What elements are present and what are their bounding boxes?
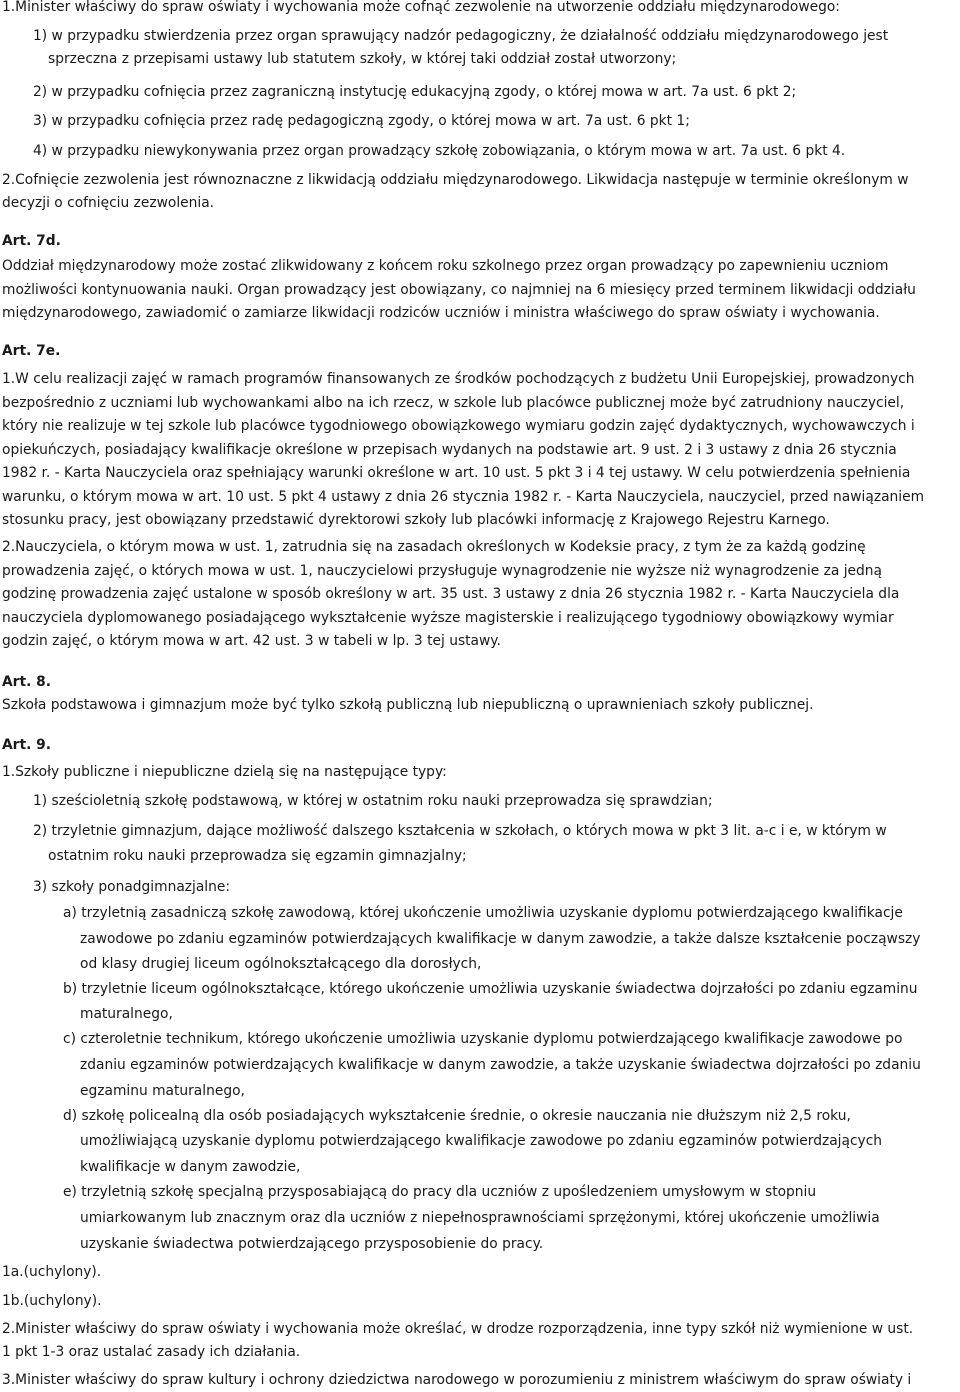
- list-item-line: 1) sześcioletnią szkołę podstawową, w której w ostatnim roku nauki przeprowadza się sprawdzian;: [33, 793, 713, 809]
- paragraph-line: który nie realizuje w tej szkole lub placówce tygodniowego obowiązkowego wymiaru godzin zajęć dydaktycznych, wychowawczych i: [2, 418, 915, 434]
- sub-item-line: umiarkowanym lub znacznym oraz dla uczniów z niepełnosprawnościami sprzężonymi, której ukończenie umożliwia: [80, 1210, 880, 1226]
- paragraph-line: międzynarodowego, zawiadomić o zamiarze likwidacji rodziców uczniów i ministra właściwego do spraw oświaty i wychowania.: [2, 305, 880, 321]
- paragraph-line: 2.Cofnięcie zezwolenia jest równoznaczne z likwidacją oddziału międzynarodowego. Likwidacja następuje w terminie określonym w: [2, 172, 909, 188]
- paragraph-line: 1.Szkoły publiczne i niepubliczne dzielą się na następujące typy:: [2, 764, 447, 780]
- paragraph-line: decyzji o cofnięciu zezwolenia.: [2, 195, 215, 211]
- paragraph-line: 2.Minister właściwy do spraw oświaty i wychowania może określać, w drodze rozporządzenia, inne typy szkół niż wymienione w ust.: [2, 1321, 914, 1337]
- paragraph-line: 1982 r. - Karta Nauczyciela oraz spełniający warunki określone w art. 10 ust. 5 pkt 3 i 4 tej ustawy. W celu potwierdzenia spełnienia: [2, 465, 911, 481]
- list-item-line: 3) w przypadku cofnięcia przez radę pedagogiczną zgody, o której mowa w art. 7a ust. 6 pkt 1;: [33, 113, 690, 129]
- paragraph-line: nauczyciela dyplomowanego posiadającego wykształcenie wyższe magisterskie i realizującego tygodniowy obowiązkowy wymiar: [2, 610, 894, 626]
- paragraph-line: 1.Minister właściwy do spraw oświaty i wychowania może cofnąć zezwolenie na utworzenie oddziału międzynarodowego:: [2, 0, 840, 15]
- sub-item-line: b) trzyletnie liceum ogólnokształcące, którego ukończenie umożliwia uzyskanie świadectwa dojrzałości po zdaniu egzaminu: [63, 981, 918, 997]
- paragraph-line: Szkoła podstawowa i gimnazjum może być tylko szkołą publiczną lub niepubliczną o uprawnieniach szkoły publicznej.: [2, 697, 814, 713]
- sub-item-line: e) trzyletnią szkołę specjalną przysposabiającą do pracy dla uczniów z upośledzeniem umysłowym w stopniu: [63, 1184, 817, 1200]
- paragraph-line: bezpośrednio z uczniami lub wychowankami albo na ich rzecz, w szkole lub placówce publicznej może być zatrudniony nauczyciel,: [2, 395, 905, 411]
- list-item-line: 2) trzyletnie gimnazjum, dające możliwość dalszego kształcenia w szkołach, o których mowa w pkt 3 lit. a-c i e, w którym w: [33, 823, 887, 839]
- article-heading: Art. 7d.: [2, 233, 61, 249]
- sub-item-line: zawodowe po zdaniu egzaminów potwierdzających kwalifikacje w danym zawodzie, a także dalsze kształcenie począwszy: [80, 931, 921, 947]
- list-item-line: 2) w przypadku cofnięcia przez zagraniczną instytucję edukacyjną zgody, o której mowa w art. 7a ust. 6 pkt 2;: [33, 84, 797, 100]
- sub-item-line: a) trzyletnią zasadniczą szkołę zawodową, której ukończenie umożliwia uzyskanie dyplomu potwierdzającego kwalifikacje: [63, 905, 903, 921]
- sub-item-line: egzaminu maturalnego,: [80, 1083, 245, 1099]
- list-item-line: sprzeczna z przepisami ustawy lub statutem szkoły, w której taki oddział został utworzony;: [48, 51, 677, 67]
- list-item-line: ostatnim roku nauki przeprowadza się egzamin gimnazjalny;: [48, 848, 467, 864]
- list-item-line: 3) szkoły ponadgimnazjalne:: [33, 879, 231, 895]
- sub-item-line: maturalnego,: [80, 1006, 173, 1022]
- paragraph-line: stosunku pracy, jest obowiązany przedstawić dyrektorowi szkoły lub placówki informację z Krajowego Rejestru Karnego.: [2, 512, 830, 528]
- sub-item-line: uzyskanie świadectwa potwierdzającego przysposobienie do pracy.: [80, 1236, 544, 1252]
- paragraph-line: godzinę prowadzenia zajęć ustalone w sposób określony w art. 35 ust. 3 ustawy z dnia 26 stycznia 1982 r. - Karta Nauczyciela dla: [2, 586, 900, 602]
- paragraph-line: 2.Nauczyciela, o którym mowa w ust. 1, zatrudnia się na zasadach określonych w Kodeksie pracy, z tym że za każdą godzinę: [2, 539, 866, 555]
- paragraph-line: 1 pkt 1-3 oraz ustalać zasady ich działania.: [2, 1344, 301, 1360]
- paragraph-line: 1.W celu realizacji zajęć w ramach programów finansowanych ze środków pochodzących z budżetu Unii Europejskiej, prowadzonych: [2, 371, 915, 387]
- list-item-line: 1) w przypadku stwierdzenia przez organ sprawujący nadzór pedagogiczny, że działalność oddziału międzynarodowego jest: [33, 28, 889, 44]
- paragraph-line: 1b.(uchylony).: [2, 1293, 102, 1309]
- paragraph-line: Oddział międzynarodowy może zostać zlikwidowany z końcem roku szkolnego przez organ prowadzący po zapewnieniu uczniom: [2, 258, 889, 274]
- sub-item-line: od klasy drugiej liceum ogólnokształcącego dla dorosłych,: [80, 956, 482, 972]
- sub-item-line: zdaniu egzaminów potwierdzających kwalifikacje w danym zawodzie, a także uzyskanie świadectwa dojrzałości po zdaniu: [80, 1057, 921, 1073]
- sub-item-line: d) szkołę policealną dla osób posiadających wykształcenie średnie, o okresie nauczania nie dłuższym niż 2,5 roku,: [63, 1108, 851, 1124]
- paragraph-line: prowadzenia zajęć, o których mowa w ust. 1, nauczycielowi przysługuje wynagrodzenie nie wyższe niż wynagrodzenie za jedną: [2, 563, 882, 579]
- article-heading: Art. 7e.: [2, 343, 61, 359]
- paragraph-line: 3.Minister właściwy do spraw kultury i ochrony dziedzictwa narodowego w porozumieniu z ministrem właściwym do spraw oświaty i: [2, 1372, 912, 1388]
- paragraph-line: możliwości kontynuowania nauki. Organ prowadzący jest obowiązany, co najmniej na 6 miesięcy przed terminem likwidacji oddziału: [2, 282, 916, 298]
- list-item-line: 4) w przypadku niewykonywania przez organ prowadzący szkołę zobowiązania, o którym mowa w art. 7a ust. 6 pkt 4.: [33, 143, 846, 159]
- sub-item-line: kwalifikacje w danym zawodzie,: [80, 1159, 301, 1175]
- paragraph-line: 1a.(uchylony).: [2, 1264, 102, 1280]
- paragraph-line: godzin zajęć, o którym mowa w art. 42 ust. 3 w tabeli w lp. 3 tej ustawy.: [2, 633, 501, 649]
- paragraph-line: opiekuńczych, posiadający kwalifikacje określone w przepisach wydanych na podstawie art. 9 ust. 2 i 3 ustawy z dnia 26 stycznia: [2, 442, 897, 458]
- sub-item-line: c) czteroletnie technikum, którego ukończenie umożliwia uzyskanie dyplomu potwierdzającego kwalifikacje zawodowe po: [63, 1031, 903, 1047]
- article-heading: Art. 9.: [2, 737, 51, 753]
- sub-item-line: umożliwiającą uzyskanie dyplomu potwierdzającego kwalifikacje zawodowe po zdaniu egzaminów potwierdzających: [80, 1133, 883, 1149]
- article-heading: Art. 8.: [2, 674, 51, 690]
- paragraph-line: warunku, o którym mowa w art. 10 ust. 5 pkt 4 ustawy z dnia 26 stycznia 1982 r. - Karta Nauczyciela, nauczyciel, przed nawiązaniem: [2, 489, 925, 505]
